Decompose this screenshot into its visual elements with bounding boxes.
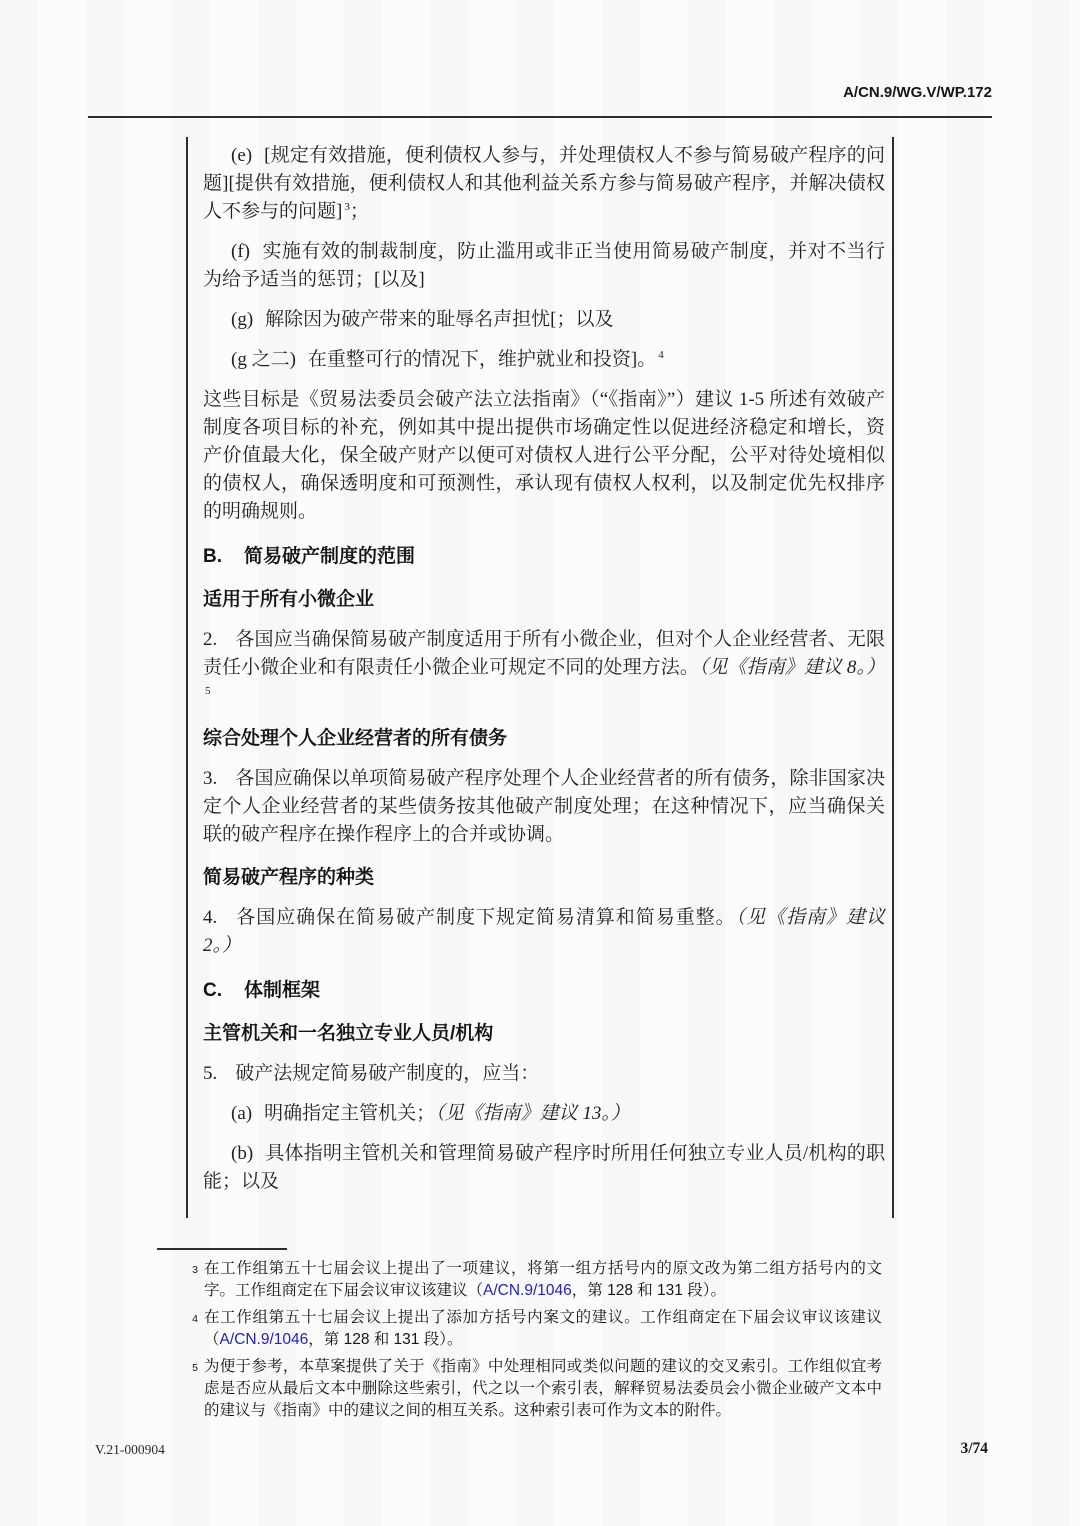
subheading-competent-authority-professional: 主管机关和一名独立专业人员/机构 [203,1023,494,1044]
footnote-4-document-link[interactable]: A/CN.9/1046 [219,1331,309,1348]
paragraph-3-number: 3. [203,768,218,789]
footnote-3 [185,1258,882,1302]
footnote-5-number: 5 [192,1362,198,1374]
paragraph-5b-text: 具体指明主管机关和管理简易破产程序时所用任何独立专业人员/机构的职能；以及 [203,1143,885,1192]
paragraph-5a [203,1100,885,1128]
footnote-ref-3: 3 [344,200,350,213]
footnotes-section [185,1258,882,1427]
footnote-3-before: 在工作组第五十七届会议上提出了一项建议，将第一组方括号内的原文改为第二组方括号内的文字。工作组商定在下届会议审议该建议（ [204,1260,882,1299]
guide-reference-8: （见《指南》建议 8。） [698,657,885,678]
guide-reference-2: （见《指南》建议 2。） [203,907,885,956]
footer-document-number: V.21-000904 [95,1442,165,1457]
footnote-5 [185,1356,882,1422]
footnote-4-before: 在工作组第五十七届会议上提出了添加方括号内案文的建议。工作组商定在下届会议审议该建议（ [204,1309,882,1348]
paragraph-g-text: 解除因为破产带来的耻辱名声担忧[；以及 [265,309,614,330]
subheading-applies-to-all-msmes: 适用于所有小微企业 [203,589,375,610]
paragraph-5b [203,1140,885,1196]
footnote-4 [185,1307,882,1351]
item-label-g-bis: (g 之二) [231,349,296,370]
item-label-f: (f) [231,241,250,262]
paragraph-e-tail: ； [349,201,369,222]
paragraph-5-text: 破产法规定简易破产制度的，应当： [235,1063,540,1084]
footnote-3-document-link[interactable]: A/CN.9/1046 [483,1282,572,1299]
paragraph-4 [203,904,885,960]
paragraph-2-text: 各国应当确保简易破产制度适用于所有小微企业，但对个人企业经营者、无限责任小微企业和有限责任小微企业可规定不同的处理方法。 [203,629,885,678]
header-rule [88,116,992,118]
paragraph-2-number: 2. [203,629,218,650]
paragraph-f [203,238,885,294]
body-text-block [186,137,894,1218]
section-heading-b [203,543,885,571]
section-letter-c: C. [203,980,222,1001]
section-title-c: 体制框架 [244,980,321,1001]
footnote-4-after: ，第 128 和 131 段）。 [308,1331,463,1348]
paragraph-g-bis-text: 在重整可行的情况下，维护就业和投资]。 [307,349,657,370]
paragraph-e [203,142,885,226]
section-heading-c [203,977,885,1005]
paragraph-3-text: 各国应确保以单项简易破产程序处理个人企业经营者的所有债务，除非国家决定个人企业经营者的某些债务按其他破产制度处理；在这种情况下，应当确保关联的破产程序在操作程序上的合并或协调。 [203,768,885,845]
paragraph-5a-text: 明确指定主管机关； [264,1103,436,1124]
paragraph-g [203,306,885,334]
footnote-4-number: 4 [192,1313,198,1325]
footnote-5-text: 为便于参考，本草案提供了关于《指南》中处理相同或类似问题的建议的交叉索引。工作组似宜考虑是否应从最后文本中删除这些索引，代之以一个索引表，解释贸易法委员会小微企业破产文本中的建议与《指南》中的建议之间的相互关系。这种索引表可作为文本的附件。 [204,1358,882,1419]
footnote-separator [157,1248,287,1250]
footnote-ref-4: 4 [658,348,664,361]
paragraph-f-text: 实施有效的制裁制度，防止滥用或非正当使用简易破产制度，并对不当行为给予适当的惩罚；[以及] [203,241,885,290]
footnote-4-text [204,1307,882,1351]
footnote-3-text [204,1258,882,1302]
footnote-3-after: ，第 128 和 131 段）。 [571,1282,726,1299]
item-label-g: (g) [231,309,254,330]
subheading-all-debts-individual-entrepreneurs: 综合处理个人企业经营者的所有债务 [203,728,508,749]
guide-reference-13: （见《指南》建议 13。） [435,1103,630,1124]
paragraph-4-number: 4. [203,907,218,928]
paragraph-5 [203,1060,885,1088]
item-label-e: (e) [231,145,253,166]
footnote-3-number: 3 [192,1264,198,1276]
paragraph-3 [203,765,885,849]
paragraph-2 [203,626,885,710]
section-title-b: 简易破产制度的范围 [244,546,416,567]
document-symbol: A/CN.9/WG.V/WP.172 [843,84,992,101]
paragraph-e-text: [规定有效措施，便利债权人参与，并处理债权人不参与简易破产程序的问题][提供有效措施，便利债权人和其他利益关系方参与简易破产程序，并解决债权人不参与的问题] [203,145,885,222]
paragraph-5-number: 5. [203,1063,218,1084]
paragraph-g-bis [203,346,885,374]
paragraph-4-text: 各国应确保在简易破产制度下规定简易清算和简易重整。 [235,907,736,928]
item-label-5b: (b) [231,1143,254,1164]
item-label-5a: (a) [231,1103,253,1124]
section-letter-b: B. [203,546,222,567]
footnote-ref-5: 5 [205,684,211,697]
paragraph-objectives: 这些目标是《贸易法委员会破产法立法指南》（“《指南》”）建议 1-5 所述有效破产制度各项目标的补充，例如其中提出提供市场确定性以促进经济稳定和增长，资产价值最大化，保全破产财产以便可对债权人进行公平分配，公平对待处境相似的债权人，确保透明度和可预测性，承认现有债权人权利，以及制定优先权排序的明确规则。 [203,389,885,522]
footer-page-number: 3/74 [960,1440,988,1457]
subheading-types-of-simplified-proceedings: 简易破产程序的种类 [203,867,375,888]
